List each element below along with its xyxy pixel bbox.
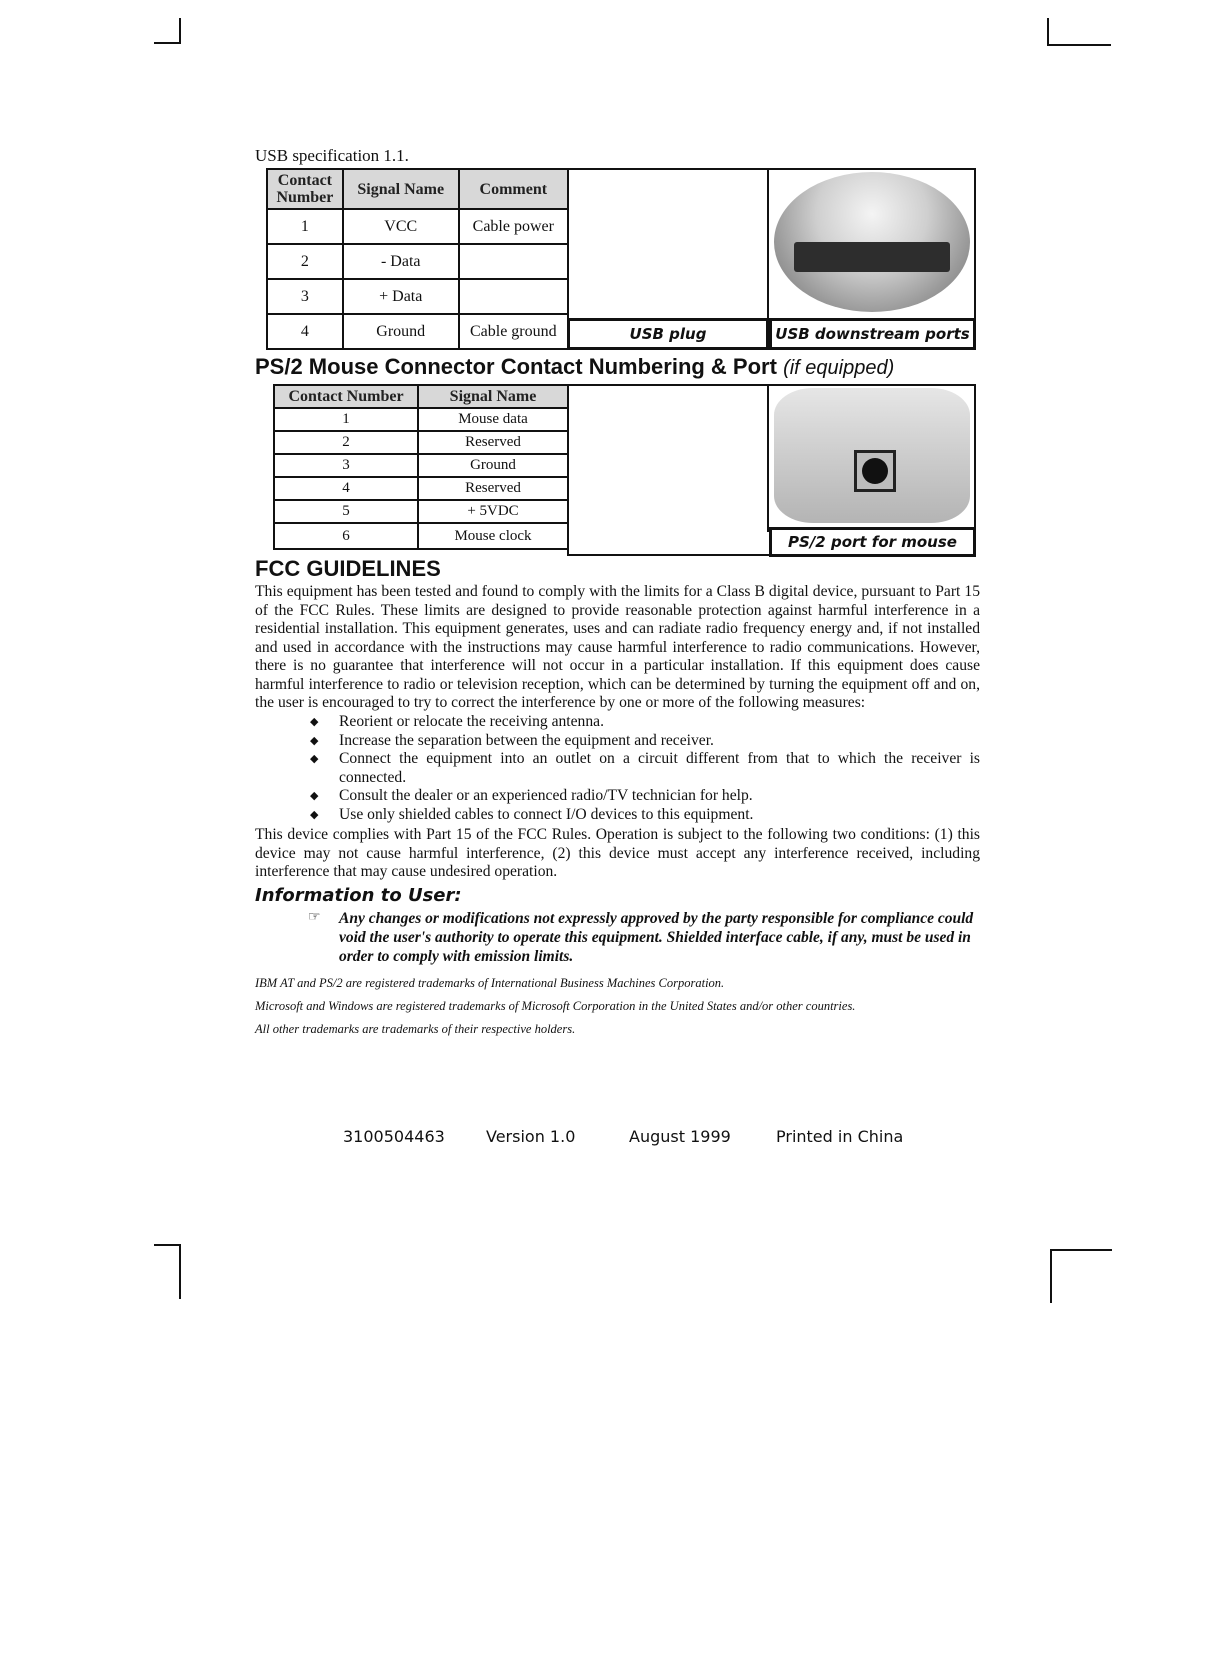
table-cell: - Data: [343, 244, 459, 279]
column-header: Signal Name: [418, 385, 568, 408]
ps2-heading: [255, 354, 894, 380]
ps2-empty-image-frame: [567, 384, 771, 556]
crop-mark-bottom-right-h: [1050, 1249, 1112, 1251]
table-cell: [459, 244, 568, 279]
trademark-line: Microsoft and Windows are registered trademarks of Microsoft Corporation in the United States and/or other countries.: [255, 999, 856, 1013]
table-cell: 4: [267, 314, 343, 349]
trademark-line: IBM AT and PS/2 are registered trademarks of International Business Machines Corporation.: [255, 976, 725, 990]
crop-mark-top-right-v: [1047, 18, 1049, 45]
usb-plug-caption: USB plug: [567, 318, 769, 350]
table-header-row: [274, 385, 568, 408]
pointing-hand-icon: ☞: [308, 910, 321, 925]
usb-ports-photo: [774, 172, 970, 312]
table-cell: Reserved: [418, 477, 568, 500]
table-row: [267, 244, 568, 279]
table-row: [267, 279, 568, 314]
table-cell: Reserved: [418, 431, 568, 454]
table-cell: 2: [267, 244, 343, 279]
table-cell: + Data: [343, 279, 459, 314]
crop-mark-bottom-right-v: [1050, 1249, 1052, 1303]
table-row: [267, 314, 568, 349]
footer-version: Version 1.0: [486, 1127, 576, 1146]
table-header-row: [267, 169, 568, 209]
trademark-line: All other trademarks are trademarks of their respective holders.: [255, 1022, 576, 1036]
list-item: [255, 732, 980, 751]
ps2-port: [854, 450, 896, 492]
table-row: [274, 408, 568, 431]
fcc-paragraph-2: This device complies with Part 15 of the FCC Rules. Operation is subject to the following two conditions: (1) this device may not cause harmful interference, (2) this device must accept any interference received, including interference that may cause undesired operation.: [255, 826, 980, 880]
table-row: [267, 209, 568, 244]
crop-mark-top-right-h: [1047, 44, 1111, 46]
usb-ports-caption: USB downstream ports: [769, 318, 976, 350]
table-cell: Ground: [418, 454, 568, 477]
bullet-icon: ◆: [310, 790, 319, 802]
ps2-port-photo: [774, 388, 970, 523]
list-item-text: Reorient or relocate the receiving antenna.: [339, 713, 604, 730]
crop-mark-bottom-left-v: [179, 1244, 181, 1299]
list-item-text: Increase the separation between the equipment and receiver.: [339, 731, 714, 749]
ps2-port-caption: PS/2 port for mouse: [769, 527, 976, 557]
table-cell: 2: [274, 431, 418, 454]
column-header: Signal Name: [343, 169, 459, 209]
table-cell: 3: [267, 279, 343, 314]
table-cell: [459, 279, 568, 314]
list-item-text: Use only shielded cables to connect I/O devices to this equipment.: [339, 805, 754, 823]
table-cell: 1: [274, 408, 418, 431]
list-item: [255, 713, 980, 732]
fcc-measures-list: [255, 713, 980, 824]
table-cell: 5: [274, 500, 418, 523]
ps2-heading-note: (if equipped): [783, 357, 895, 379]
fcc-paragraph-1: This equipment has been tested and found to comply with the limits for a Class B digital device, pursuant to Part 15 of the FCC Rules. These limits are designed to provide reasonable protection against harmful interference in a residential installation. This equipment generates, uses and can radiate radio frequency energy and, if not installed and used in accordance with the instructions may cause harmful interference to radio communications. However, there is no guarantee that interference will not occur in a particular installation. If this equipment does cause harmful interference to radio or television reception, which can be determined by turning the equipment off and on, the user is encouraged to try to correct the interference by one or more of the following measures:: [255, 583, 980, 711]
crop-mark-bottom-left-h: [154, 1244, 180, 1246]
usb-contact-table: [266, 168, 569, 350]
table-cell: Cable ground: [459, 314, 568, 349]
column-header: Contact Number: [274, 385, 418, 408]
ps2-heading-text: PS/2 Mouse Connector Contact Numbering & Port: [255, 354, 777, 379]
table-row: [274, 454, 568, 477]
information-to-user-heading: Information to User:: [255, 885, 462, 906]
bullet-icon: ◆: [310, 716, 319, 728]
crop-mark-top-left-v: [179, 18, 181, 44]
footer-origin: Printed in China: [776, 1127, 904, 1146]
table-cell: 4: [274, 477, 418, 500]
list-item-text: Connect the equipment into an outlet on a circuit different from that to which the receiver is connected.: [339, 750, 980, 786]
ps2-contact-table: [273, 384, 569, 550]
usb-slot: [794, 242, 950, 272]
table-cell: 6: [274, 523, 418, 549]
bullet-icon: ◆: [310, 753, 319, 765]
table-cell: 1: [267, 209, 343, 244]
bullet-icon: ◆: [310, 734, 319, 747]
column-header: Comment: [459, 169, 568, 209]
table-cell: Ground: [343, 314, 459, 349]
footer-part-number: 3100504463: [343, 1127, 445, 1146]
table-cell: VCC: [343, 209, 459, 244]
crop-mark-top-left-h: [154, 42, 180, 44]
table-row: [274, 523, 568, 549]
column-header: Contact Number: [267, 169, 343, 209]
table-cell: 3: [274, 454, 418, 477]
table-cell: Cable power: [459, 209, 568, 244]
information-to-user-text: Any changes or modifications not expressly approved by the party responsible for compliance could void the user's authority to operate this equipment. Shielded interface cable, if any, must be used in order to comply with emission limits.: [339, 910, 974, 965]
table-cell: Mouse data: [418, 408, 568, 431]
list-item: [255, 750, 980, 787]
fcc-heading: FCC GUIDELINES: [255, 556, 441, 581]
list-item-text: Consult the dealer or an experienced radio/TV technician for help.: [339, 787, 753, 804]
table-row: [274, 477, 568, 500]
usb-spec-intro: USB specification 1.1.: [255, 146, 409, 165]
usb-plug-image-frame: [567, 168, 771, 322]
table-cell: + 5VDC: [418, 500, 568, 523]
table-row: [274, 431, 568, 454]
bullet-icon: ◆: [310, 808, 319, 821]
list-item: [255, 787, 980, 806]
footer-date: August 1999: [629, 1127, 731, 1146]
list-item: [255, 806, 980, 825]
table-cell: Mouse clock: [418, 523, 568, 549]
table-row: [274, 500, 568, 523]
